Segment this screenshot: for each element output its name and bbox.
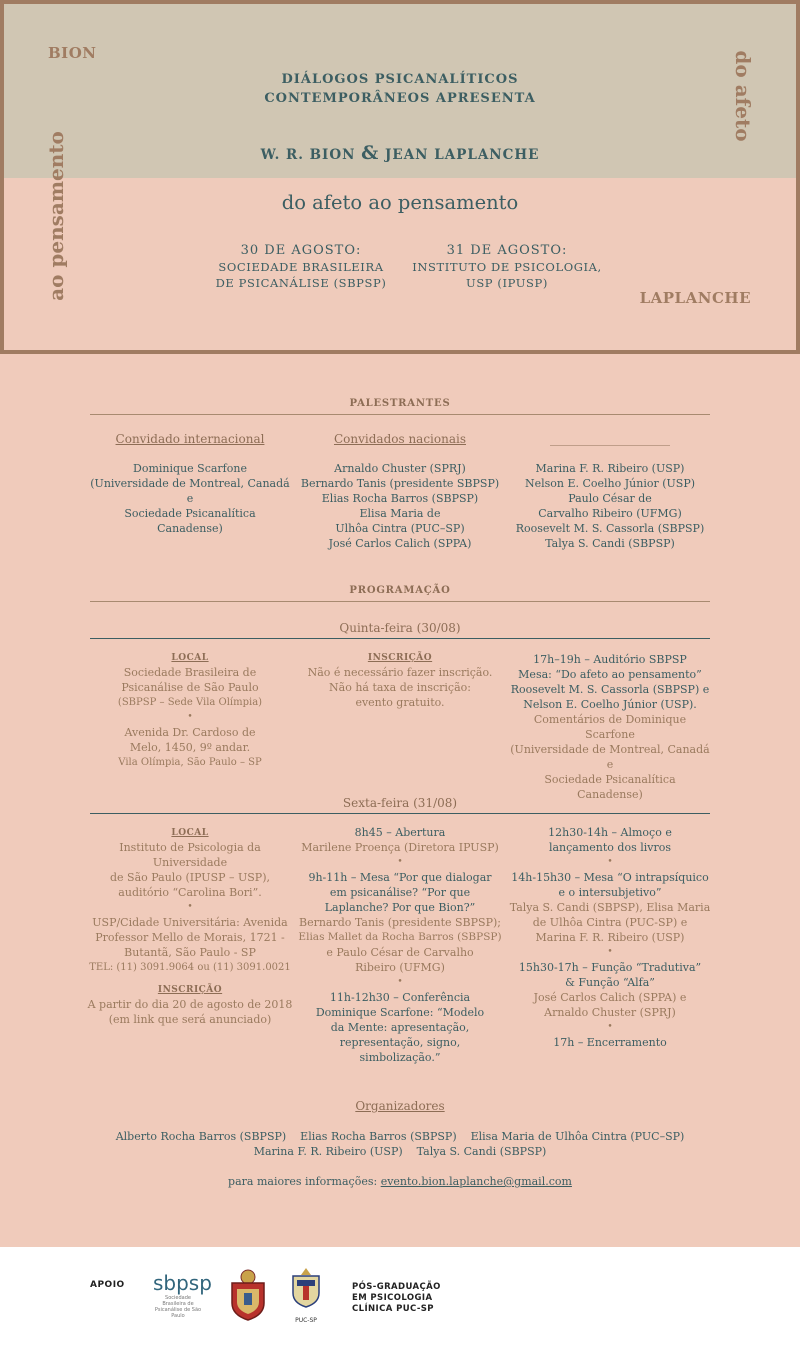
friday-location [86, 827, 294, 1027]
puc-sp-crest-label: PUC-SP [295, 1317, 317, 1324]
friday-rule [90, 813, 710, 814]
friday-table3-title-line: 15h30-17h – Função “Tradutiva” [518, 961, 702, 974]
contact-label: para maiores informações: [228, 1175, 378, 1188]
date-1: 30 DE AGOSTO: [240, 243, 362, 258]
friday-local-line: Instituto de Psicologia da Universidade [119, 841, 261, 869]
bullet-dot: • [397, 977, 403, 987]
thursday-comment-line: (Universidade de Montreal, Canadá e [510, 743, 710, 771]
thursday-session [510, 652, 710, 802]
friday-closing: 17h – Encerramento [553, 1036, 667, 1049]
program-rule [90, 601, 710, 602]
friday-local-line: auditório “Carolina Bori”. [118, 886, 262, 899]
footer-sponsors [0, 1247, 800, 1370]
speaker-scarfone: Dominique Scarfone [133, 462, 247, 475]
friday-opening-title: 8h45 – Abertura [354, 826, 446, 839]
date-1-line-2: DE PSICANÁLISE (SBPSP) [215, 276, 387, 290]
header-banner [0, 0, 800, 354]
friday-table2-title-line: e o intersubjetivo” [558, 886, 662, 899]
friday-table-detail-line: Elias Mallet da Rocha Barros (SBPSP) [298, 931, 502, 943]
organizers-heading: Organizadores [355, 1099, 445, 1113]
pucsp-line: CLÍNICA PUC-SP [352, 1304, 434, 1314]
date-block-2 [412, 242, 602, 291]
friday-conf-title-line: 11h-12h30 – Conferência [329, 991, 471, 1004]
corner-laplanche: LAPLANCHE [639, 289, 751, 307]
thursday-registration-line: evento gratuito. [355, 696, 445, 709]
thursday-session-speakers-1: Roosevelt M. S. Cassorla (SBPSP) e [510, 683, 710, 696]
international-heading: Convidado internacional [115, 432, 265, 446]
support-label: APOIO [90, 1280, 125, 1290]
vertical-text-left: ao pensamento [44, 131, 68, 301]
thursday-session-title: Mesa: “Do afeto ao pensamento” [518, 668, 702, 681]
thursday-registration-label: INSCRIÇÃO [367, 653, 433, 663]
speakers-title: PALESTRANTES [349, 398, 451, 409]
presents-line-1: DIÁLOGOS PSICANALÍTICOS [281, 72, 519, 87]
organizer-name: Talya S. Candi (SBPSP) [416, 1145, 547, 1158]
ampersand: & [361, 142, 380, 164]
bullet-dot: • [607, 947, 613, 957]
friday-conf-title-line: Dominique Scarfone: “Modelo [315, 1006, 485, 1019]
organizer-name: Elias Rocha Barros (SBPSP) [300, 1130, 457, 1143]
friday-address-line: Professor Mello de Morais, 1721 - [95, 931, 285, 944]
thursday-address-line: Vila Olímpia, São Paulo – SP [118, 757, 262, 768]
speaker-item: Bernardo Tanis (presidente SBPSP) [300, 477, 500, 490]
friday-table3-detail-line: José Carlos Calich (SPPA) e [533, 991, 687, 1004]
bullet-dot: • [187, 902, 193, 912]
friday-address-line: TEL: (11) 3091.9064 ou (11) 3091.0021 [89, 962, 291, 973]
sbpsp-logo-text: sbpsp [153, 1271, 212, 1295]
national-heading: Convidados nacionais [333, 432, 466, 446]
thursday-comment-line: Comentários de Dominique Scarfone [533, 713, 687, 741]
speakers-col-international [90, 432, 290, 536]
pucsp-line: PÓS-GRADUAÇÃO [352, 1282, 441, 1292]
friday-afternoon [506, 825, 714, 1050]
bullet-dot: • [187, 712, 193, 722]
friday-opening-detail: Marilene Proença (Diretora IPUSP) [301, 841, 499, 854]
thursday-local-line: (SBPSP – Sede Vila Olímpia) [117, 697, 263, 708]
friday-table-title-line: Laplanche? Por que Bion?” [324, 901, 476, 914]
friday-table-detail-line: Bernardo Tanis (presidente SBPSP); [299, 916, 501, 929]
thursday-local-label: LOCAL [171, 653, 209, 663]
friday-address-line: Butantã, São Paulo - SP [124, 946, 256, 959]
speaker-item: Marina F. R. Ribeiro (USP) [535, 462, 685, 475]
sbpsp-logo [153, 1271, 212, 1319]
bullet-dot: • [607, 857, 613, 867]
speaker-item: Elias Rocha Barros (SBPSP) [321, 492, 479, 505]
friday-conf-title-line: da Mente: apresentação, [330, 1021, 470, 1034]
thursday-address-line: Melo, 1450, 9º andar. [129, 741, 251, 754]
speaker-item: Paulo César de [568, 492, 652, 505]
friday-address-line: USP/Cidade Universitária: Avenida [92, 916, 288, 929]
thursday-comment-line: Sociedade Psicanalítica Canadense) [544, 773, 676, 801]
organizers-list [90, 1129, 710, 1159]
thursday-local-line: Psicanálise de São Paulo [121, 681, 259, 694]
friday-conf-title-line: representação, signo, [339, 1036, 461, 1049]
thursday-rule [90, 638, 710, 639]
friday-lunch-line: 12h30-14h – Almoço e [548, 826, 672, 839]
thursday-session-speakers-2: Nelson E. Coelho Júnior (USP). [523, 698, 697, 711]
contact-info [90, 1174, 710, 1189]
organizer-name: Elisa Maria de Ulhôa Cintra (PUC–SP) [470, 1130, 685, 1143]
thursday-session-time: 17h–19h – Auditório SBPSP [533, 653, 687, 666]
corner-bion: BION [48, 44, 97, 62]
thursday-registration-line: Não é necessário fazer inscrição. [307, 666, 493, 679]
program-title: PROGRAMAÇÃO [349, 585, 451, 596]
speaker-scarfone-affil-2: Sociedade Psicanalítica Canadense) [124, 507, 256, 535]
friday-local-line: de São Paulo (IPUSP – USP), [110, 871, 270, 884]
friday-table2-detail-line: Marina F. R. Ribeiro (USP) [535, 931, 685, 944]
friday-local-label: LOCAL [171, 828, 209, 838]
friday-table2-detail-line: Talya S. Candi (SBPSP), Elisa Maria [509, 901, 711, 914]
author-laplanche: JEAN LAPLANCHE [385, 147, 540, 163]
speaker-item: Elisa Maria de [359, 507, 441, 520]
speaker-item: Roosevelt M. S. Cassorla (SBPSP) [515, 522, 705, 535]
friday-table-title-line: 9h-11h – Mesa “Por que dialogar [308, 871, 492, 884]
date-2-line-2: USP (IPUSP) [466, 276, 548, 290]
friday-lunch-line: lançamento dos livros [548, 841, 672, 854]
university-crest-icon [228, 1269, 268, 1325]
speaker-item: Nelson E. Coelho Júnior (USP) [524, 477, 696, 490]
thursday-local-line: Sociedade Brasileira de [123, 666, 257, 679]
speaker-item: Talya S. Candi (SBPSP) [545, 537, 675, 550]
speakers-col-national [300, 432, 500, 551]
bullet-dot: • [607, 1022, 613, 1032]
pucsp-line: EM PSICOLOGIA [352, 1293, 433, 1303]
organizers-title [90, 1099, 710, 1113]
friday-table-detail-line: e Paulo César de Carvalho [326, 946, 474, 959]
thursday-registration-line: Não há taxa de inscrição: [329, 681, 471, 694]
speaker-item: Carvalho Ribeiro (UFMG) [538, 507, 682, 520]
speakers-col-national-2 [510, 432, 710, 551]
speaker-item: José Carlos Calich (SPPA) [328, 537, 472, 550]
friday-table2-title-line: 14h-15h30 – Mesa “O intrapsíquico [511, 871, 709, 884]
bullet-dot: • [397, 857, 403, 867]
date-block-1 [211, 242, 391, 291]
speakers-rule [90, 414, 710, 415]
friday-morning [298, 825, 502, 1065]
friday-table2-detail-line: de Ulhôa Cintra (PUC-SP) e [532, 916, 688, 929]
speaker-item: Arnaldo Chuster (SPRJ) [334, 462, 466, 475]
speaker-item: Ulhôa Cintra (PUC–SP) [335, 522, 465, 535]
date-2-line-1: INSTITUTO DE PSICOLOGIA, [412, 260, 602, 274]
friday-table-detail-line: Ribeiro (UFMG) [355, 961, 445, 974]
friday-registration-line: A partir do dia 20 de agosto de 2018 [87, 998, 293, 1011]
vertical-text-right: do afeto [731, 50, 755, 142]
author-bion: W. R. BION [260, 147, 356, 163]
thursday-registration [300, 652, 500, 710]
pucsp-program-text [352, 1282, 441, 1315]
puc-sp-crest-icon [290, 1267, 322, 1324]
friday-table3-title-line: & Função “Alfa” [565, 976, 655, 989]
thursday-location [90, 652, 290, 770]
authors-heading [4, 142, 796, 164]
event-subtitle: do afeto ao pensamento [281, 191, 519, 214]
friday-title: Sexta-feira (31/08) [342, 796, 458, 810]
thursday-address-line: Avenida Dr. Cardoso de [124, 726, 256, 739]
presents-heading [4, 70, 796, 108]
contact-email-link[interactable]: evento.bion.laplanche@gmail.com [380, 1175, 572, 1188]
friday-table3-detail-line: Arnaldo Chuster (SPRJ) [544, 1006, 676, 1019]
friday-table-title-line: em psicanálise? “Por que [329, 886, 471, 899]
date-1-line-1: SOCIEDADE BRASILEIRA [218, 260, 384, 274]
friday-conf-title-line: simbolização.” [359, 1051, 441, 1064]
friday-registration-line: (em link que será anunciado) [108, 1013, 272, 1026]
national-2-heading: ____________________ [550, 432, 670, 446]
presents-line-2: CONTEMPORÂNEOS APRESENTA [264, 91, 536, 106]
sbpsp-logo-subtext: Sociedade Brasileira de Psicanálise de São Paulo [154, 1295, 202, 1319]
date-2: 31 DE AGOSTO: [446, 243, 568, 258]
friday-registration-label: INSCRIÇÃO [157, 985, 223, 995]
thursday-title: Quinta-feira (30/08) [339, 621, 461, 635]
speaker-scarfone-affil-1: (Universidade de Montreal, Canadá e [90, 477, 290, 505]
organizer-name: Alberto Rocha Barros (SBPSP) [115, 1130, 287, 1143]
organizer-name: Marina F. R. Ribeiro (USP) [253, 1145, 403, 1158]
